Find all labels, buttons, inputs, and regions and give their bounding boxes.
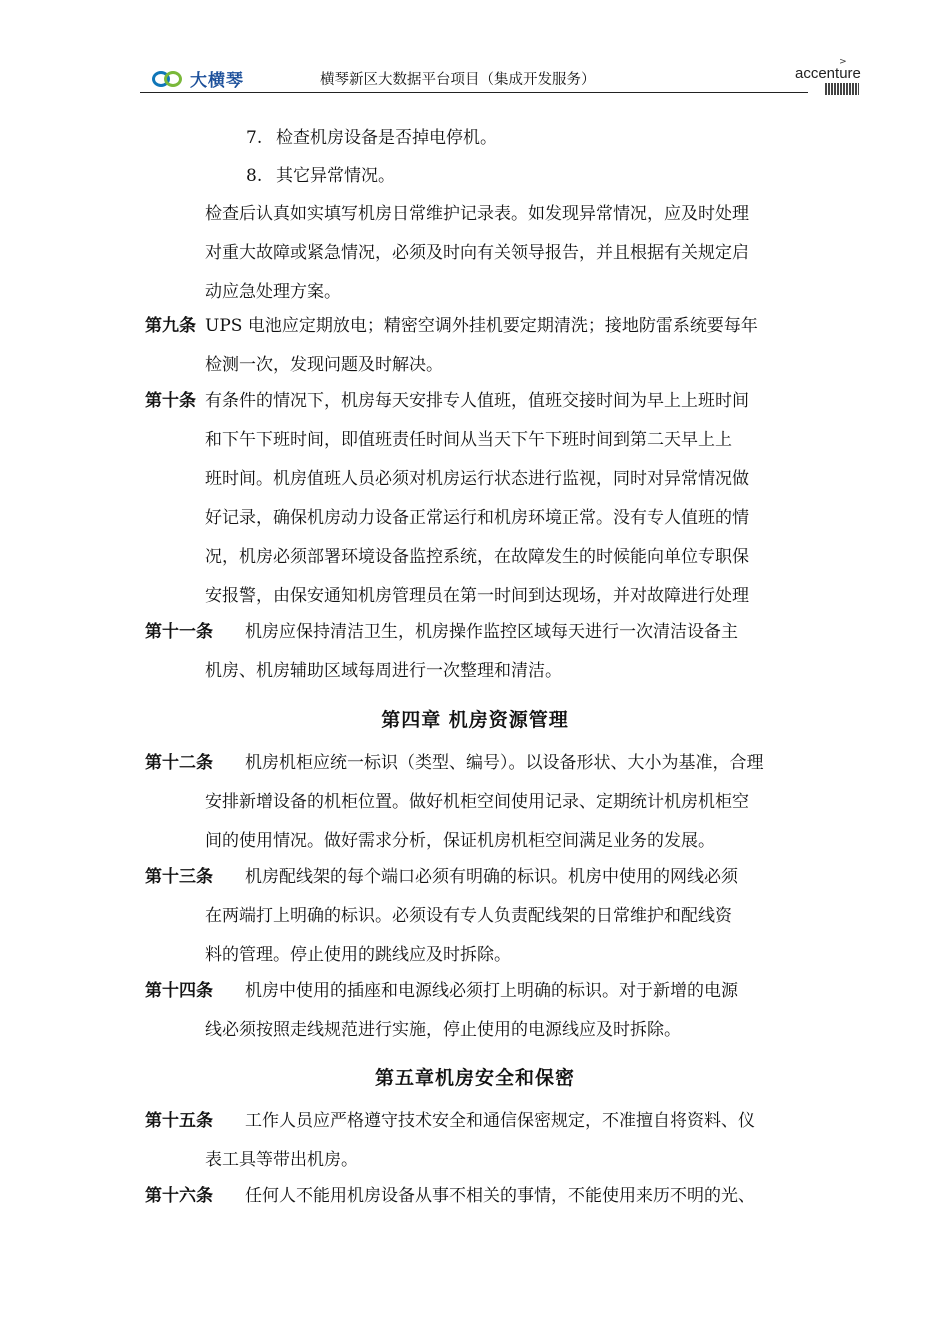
list-item-number: 7.	[246, 128, 263, 148]
list-item	[246, 166, 395, 186]
accenture-caret-icon: >	[839, 57, 847, 67]
article-line: 安报警，由保安通知机房管理员在第一时间到达现场，并对故障进行处理	[205, 586, 749, 606]
list-item-number: 8.	[246, 166, 263, 186]
article-label: 第九条	[145, 316, 196, 336]
seal-icon	[825, 83, 859, 95]
article-line: 机房应保持清洁卫生，机房操作监控区域每天进行一次清洁设备主	[245, 622, 738, 642]
article-line: 料的管理。停止使用的跳线应及时拆除。	[205, 945, 511, 965]
list-item-text: 检查机房设备是否掉电停机。	[276, 128, 497, 148]
article-line: 安排新增设备的机柜位置。做好机柜空间使用记录、定期统计机房机柜空	[205, 792, 749, 812]
article-line: 机房中使用的插座和电源线必须打上明确的标识。对于新增的电源	[245, 981, 738, 1001]
chapter-title: 第四章 机房资源管理	[381, 709, 569, 731]
article-line: 机房、机房辅助区域每周进行一次整理和清洁。	[205, 661, 562, 681]
chapter-title: 第五章机房安全和保密	[374, 1067, 575, 1089]
accenture-logo-text: accenture	[795, 65, 861, 82]
accenture-logo	[795, 58, 861, 95]
header-title: 横琴新区大数据平台项目（集成开发服务）	[320, 72, 596, 88]
article-label: 第十一条	[145, 622, 213, 642]
article-line: 有条件的情况下，机房每天安排专人值班，值班交接时间为早上上班时间	[205, 391, 749, 411]
paragraph-line: 动应急处理方案。	[205, 282, 341, 302]
article-line: UPS 电池应定期放电；精密空调外挂机要定期清洗；接地防雷系统要每年	[205, 316, 758, 336]
list-item-text: 其它异常情况。	[276, 166, 395, 186]
article-line: 检测一次，发现问题及时解决。	[205, 355, 443, 375]
article-line: 在两端打上明确的标识。必须设有专人负责配线架的日常维护和配线资	[205, 906, 732, 926]
hengqin-logo-icon	[152, 68, 186, 90]
hengqin-logo-text: 大横琴	[190, 71, 244, 91]
article-line: 和下午下班时间，即值班责任时间从当天下午下班时间到第二天早上上	[205, 430, 732, 450]
article-line: 任何人不能用机房设备从事不相关的事情，不能使用来历不明的光、	[245, 1186, 755, 1206]
article-line: 机房机柜应统一标识（类型、编号）。以设备形状、大小为基准，合理	[245, 753, 764, 773]
article-label: 第十六条	[145, 1186, 213, 1206]
article-label: 第十三条	[145, 867, 213, 887]
hengqin-logo	[152, 66, 244, 91]
article-line: 工作人员应严格遵守技术安全和通信保密规定，不准擅自将资料、仪	[245, 1111, 755, 1131]
list-item	[246, 128, 497, 148]
page-header	[140, 58, 860, 96]
article-line: 班时间。机房值班人员必须对机房运行状态进行监视，同时对异常情况做	[205, 469, 749, 489]
article-line: 表工具等带出机房。	[205, 1150, 358, 1170]
paragraph-line: 对重大故障或紧急情况，必须及时向有关领导报告，并且根据有关规定启	[205, 243, 749, 263]
article-label: 第十四条	[145, 981, 213, 1001]
article-label: 第十二条	[145, 753, 213, 773]
paragraph-line: 检查后认真如实填写机房日常维护记录表。如发现异常情况，应及时处理	[205, 204, 749, 224]
article-label: 第十条	[145, 391, 196, 411]
article-line: 好记录，确保机房动力设备正常运行和机房环境正常。没有专人值班的情	[205, 508, 749, 528]
article-line: 况，机房必须部署环境设备监控系统，在故障发生的时候能向单位专职保	[205, 547, 749, 567]
article-line: 间的使用情况。做好需求分析，保证机房机柜空间满足业务的发展。	[205, 831, 715, 851]
article-label: 第十五条	[145, 1111, 213, 1131]
header-divider	[140, 92, 808, 93]
article-line: 线必须按照走线规范进行实施，停止使用的电源线应及时拆除。	[205, 1020, 681, 1040]
article-line: 机房配线架的每个端口必须有明确的标识。机房中使用的网线必须	[245, 867, 738, 887]
